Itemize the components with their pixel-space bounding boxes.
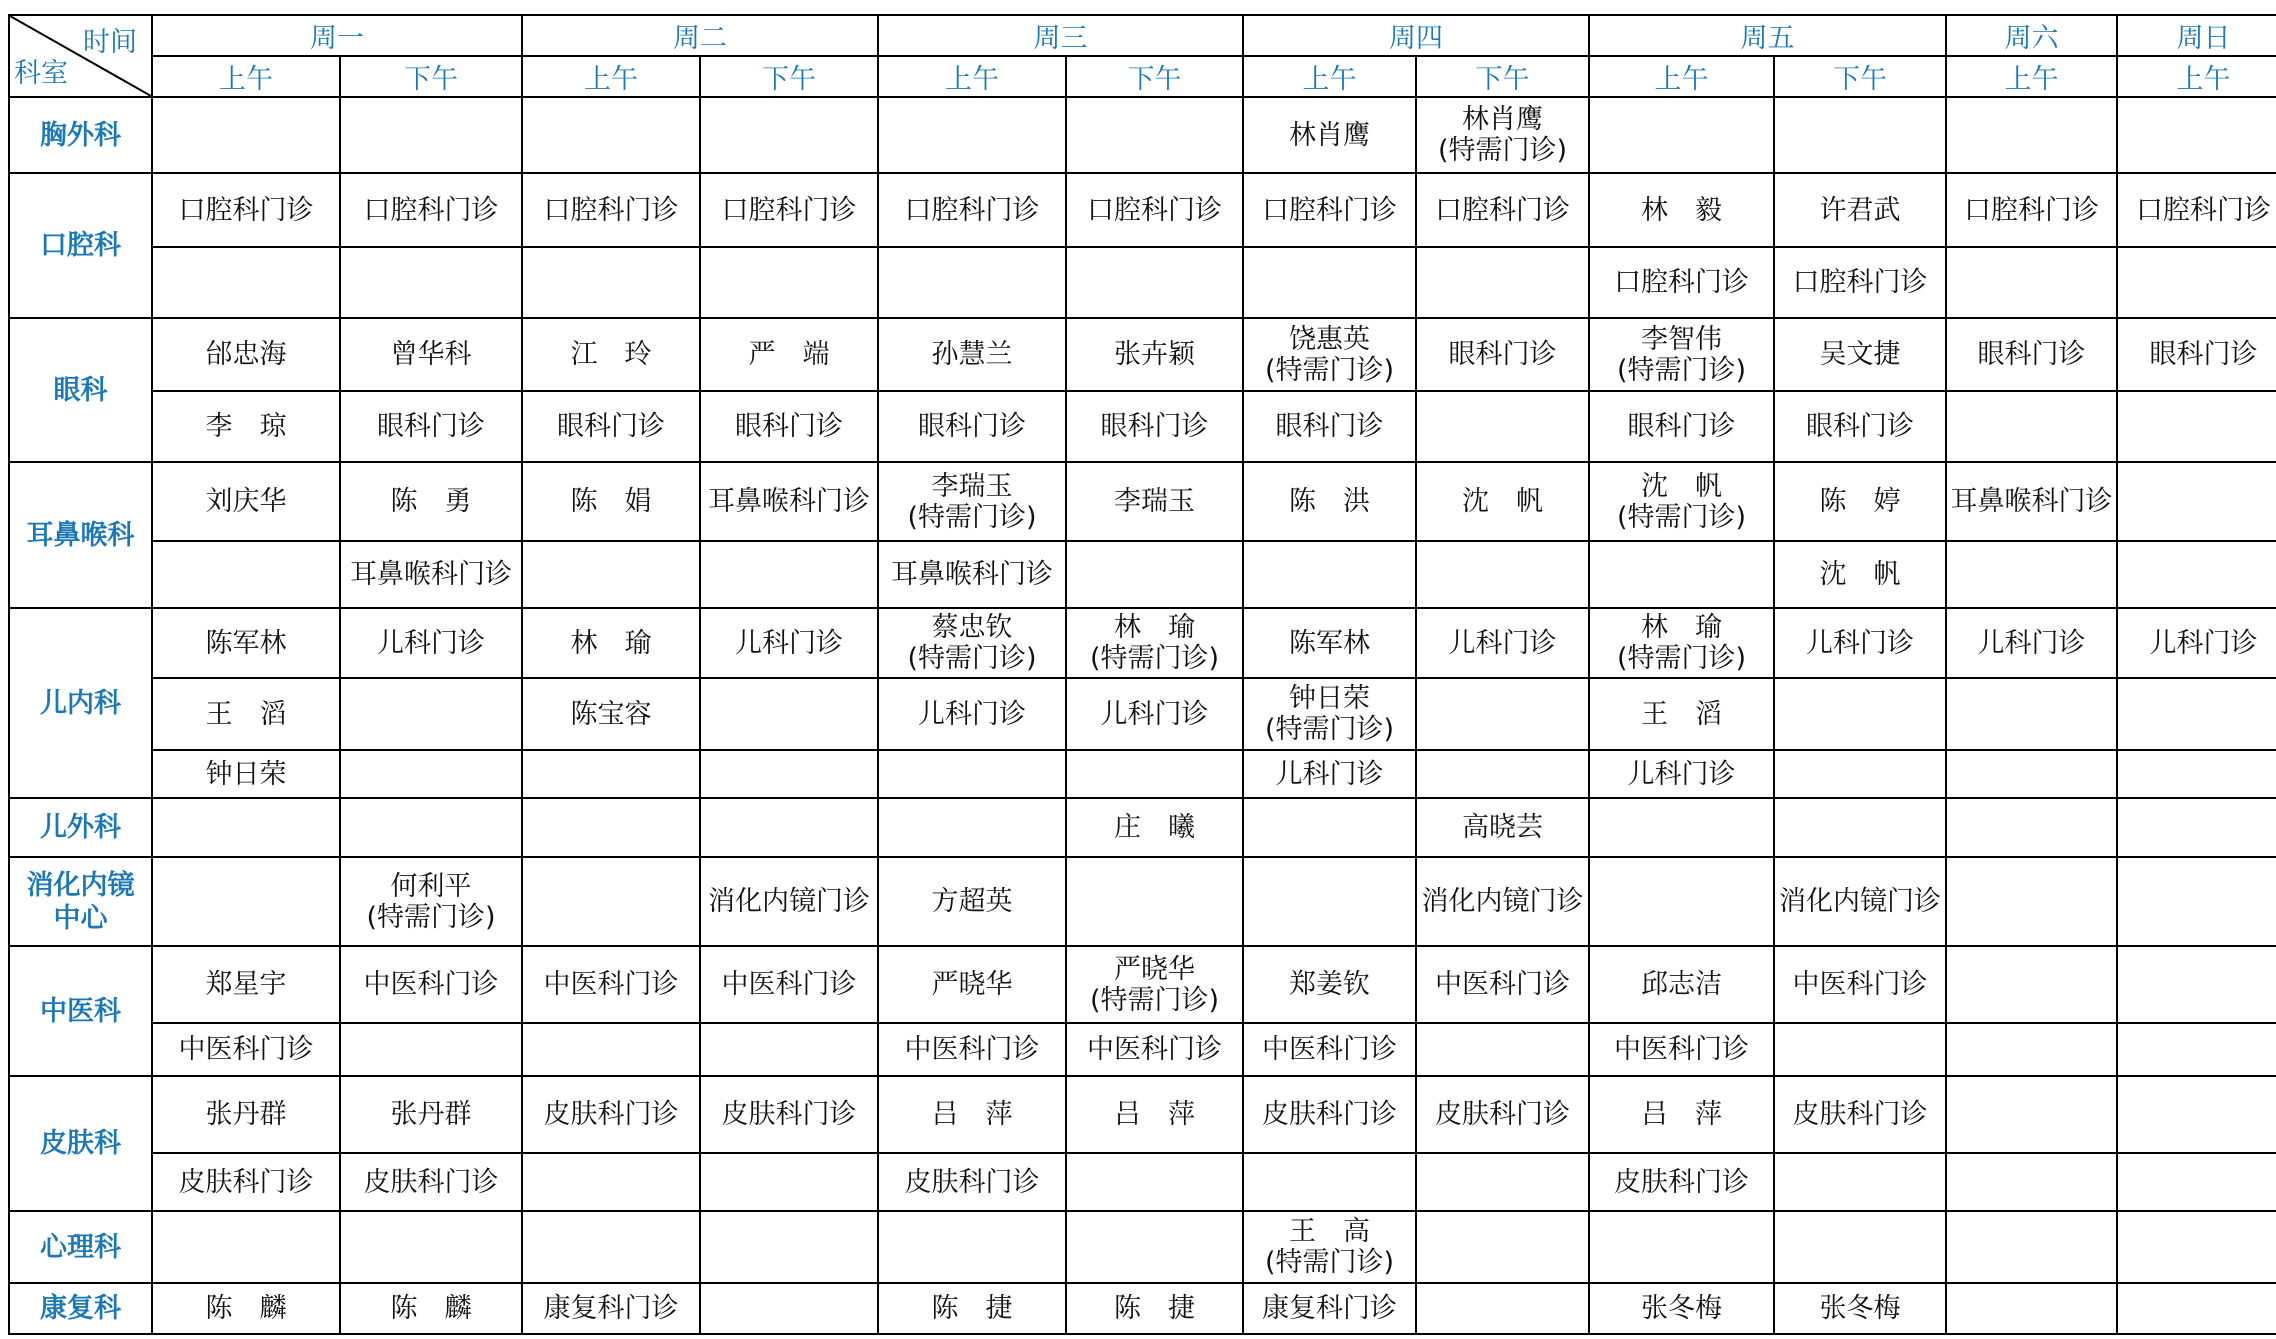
schedule-cell — [1416, 1153, 1589, 1211]
schedule-cell: 庄 曦 — [1066, 798, 1243, 857]
schedule-cell — [340, 1023, 522, 1076]
schedule-cell: 儿科门诊 — [1774, 608, 1946, 678]
schedule-cell — [1589, 541, 1774, 608]
schedule-cell — [700, 541, 878, 608]
schedule-cell — [1416, 391, 1589, 462]
table-row — [9, 173, 2276, 247]
header-row-halves — [9, 56, 2276, 97]
day-header: 周日 — [2117, 15, 2276, 56]
schedule-cell: 中医科门诊 — [1416, 946, 1589, 1023]
table-row — [9, 1211, 2276, 1283]
schedule-cell: 吕 萍 — [1589, 1076, 1774, 1153]
schedule-cell: 沈 帆 (特需门诊) — [1589, 462, 1774, 541]
schedule-cell: 口腔科门诊 — [2117, 173, 2276, 247]
schedule-cell: 林肖鹰 — [1243, 97, 1416, 173]
schedule-cell: 口腔科门诊 — [1243, 173, 1416, 247]
schedule-cell: 江 玲 — [522, 318, 700, 391]
schedule-cell: 李瑞玉 — [1066, 462, 1243, 541]
schedule-cell: 张卉颖 — [1066, 318, 1243, 391]
schedule-cell: 皮肤科门诊 — [1416, 1076, 1589, 1153]
department-name: 消化内镜 中心 — [9, 857, 152, 946]
schedule-cell: 李 琼 — [152, 391, 340, 462]
schedule-cell: 儿科门诊 — [1416, 608, 1589, 678]
schedule-cell: 口腔科门诊 — [1066, 173, 1243, 247]
schedule-cell: 陈 捷 — [1066, 1283, 1243, 1334]
schedule-cell: 眼科门诊 — [522, 391, 700, 462]
schedule-cell — [2117, 1153, 2276, 1211]
schedule-cell: 皮肤科门诊 — [152, 1153, 340, 1211]
schedule-cell: 消化内镜门诊 — [1774, 857, 1946, 946]
table-row — [9, 1283, 2276, 1334]
schedule-cell: 口腔科门诊 — [152, 173, 340, 247]
schedule-cell — [700, 97, 878, 173]
schedule-cell: 儿科门诊 — [878, 678, 1066, 750]
corner-time-label: 时间 — [83, 27, 137, 58]
table-row — [9, 462, 2276, 541]
schedule-cell: 吕 萍 — [1066, 1076, 1243, 1153]
schedule-cell — [1946, 97, 2117, 173]
schedule-cell: 口腔科门诊 — [700, 173, 878, 247]
schedule-cell: 张冬梅 — [1589, 1283, 1774, 1334]
schedule-cell: 林 瑜 (特需门诊) — [1066, 608, 1243, 678]
schedule-cell: 严晓华 — [878, 946, 1066, 1023]
schedule-cell: 沈 帆 — [1774, 541, 1946, 608]
schedule-cell — [1589, 857, 1774, 946]
schedule-cell — [1946, 1076, 2117, 1153]
schedule-cell: 钟日荣 — [152, 750, 340, 798]
schedule-cell: 儿科门诊 — [1066, 678, 1243, 750]
schedule-cell — [522, 750, 700, 798]
schedule-cell: 陈 洪 — [1243, 462, 1416, 541]
schedule-cell: 中医科门诊 — [1774, 946, 1946, 1023]
schedule-cell — [340, 97, 522, 173]
table-row — [9, 946, 2276, 1023]
department-name: 心理科 — [9, 1211, 152, 1283]
schedule-cell: 皮肤科门诊 — [700, 1076, 878, 1153]
schedule-cell — [2117, 1211, 2276, 1283]
schedule-cell — [522, 1211, 700, 1283]
half-day-header: 上午 — [522, 56, 700, 97]
schedule-cell — [340, 1211, 522, 1283]
day-header: 周五 — [1589, 15, 1946, 56]
table-row — [9, 391, 2276, 462]
table-row — [9, 1153, 2276, 1211]
schedule-cell — [878, 1211, 1066, 1283]
table-row — [9, 678, 2276, 750]
half-day-header: 上午 — [2117, 56, 2276, 97]
schedule-cell — [1946, 1153, 2117, 1211]
schedule-cell: 张丹群 — [152, 1076, 340, 1153]
schedule-cell — [1243, 857, 1416, 946]
schedule-cell: 眼科门诊 — [1589, 391, 1774, 462]
schedule-cell: 口腔科门诊 — [1416, 173, 1589, 247]
clinic-schedule-table — [8, 14, 2276, 1335]
schedule-cell: 口腔科门诊 — [522, 173, 700, 247]
schedule-cell: 眼科门诊 — [1946, 318, 2117, 391]
schedule-cell — [878, 798, 1066, 857]
schedule-cell: 眼科门诊 — [878, 391, 1066, 462]
department-name: 儿内科 — [9, 608, 152, 798]
schedule-cell: 儿科门诊 — [1243, 750, 1416, 798]
schedule-cell — [1416, 750, 1589, 798]
day-header: 周二 — [522, 15, 878, 56]
schedule-cell — [1946, 750, 2117, 798]
schedule-cell — [2117, 750, 2276, 798]
schedule-cell: 高晓芸 — [1416, 798, 1589, 857]
day-header: 周三 — [878, 15, 1243, 56]
schedule-cell: 康复科门诊 — [1243, 1283, 1416, 1334]
schedule-cell: 张冬梅 — [1774, 1283, 1946, 1334]
header-row-days — [9, 15, 2276, 56]
table-row — [9, 608, 2276, 678]
schedule-cell: 儿科门诊 — [2117, 608, 2276, 678]
schedule-cell: 消化内镜门诊 — [700, 857, 878, 946]
schedule-cell — [2117, 247, 2276, 318]
schedule-cell: 耳鼻喉科门诊 — [340, 541, 522, 608]
schedule-cell: 张丹群 — [340, 1076, 522, 1153]
schedule-cell — [1946, 946, 2117, 1023]
table-row — [9, 1076, 2276, 1153]
schedule-cell: 王 高 (特需门诊) — [1243, 1211, 1416, 1283]
half-day-header: 上午 — [1243, 56, 1416, 97]
schedule-cell — [1066, 750, 1243, 798]
schedule-cell — [1946, 1211, 2117, 1283]
table-row — [9, 798, 2276, 857]
table-row — [9, 97, 2276, 173]
department-name: 口腔科 — [9, 173, 152, 318]
schedule-cell: 眼科门诊 — [1416, 318, 1589, 391]
schedule-cell — [878, 247, 1066, 318]
half-day-header: 下午 — [1774, 56, 1946, 97]
schedule-cell: 郑星宇 — [152, 946, 340, 1023]
schedule-cell: 儿科门诊 — [340, 608, 522, 678]
schedule-cell — [1243, 798, 1416, 857]
half-day-header: 上午 — [152, 56, 340, 97]
schedule-cell: 王 滔 — [1589, 678, 1774, 750]
schedule-cell — [1066, 1153, 1243, 1211]
day-header: 周四 — [1243, 15, 1589, 56]
schedule-cell — [2117, 857, 2276, 946]
schedule-cell: 耳鼻喉科门诊 — [878, 541, 1066, 608]
department-name: 眼科 — [9, 318, 152, 462]
schedule-cell — [2117, 1023, 2276, 1076]
schedule-cell — [700, 1211, 878, 1283]
schedule-cell: 陈 勇 — [340, 462, 522, 541]
schedule-cell — [878, 97, 1066, 173]
schedule-cell: 李智伟 (特需门诊) — [1589, 318, 1774, 391]
half-day-header: 上午 — [1589, 56, 1774, 97]
schedule-cell — [878, 750, 1066, 798]
schedule-cell — [700, 1283, 878, 1334]
schedule-cell — [152, 247, 340, 318]
schedule-cell — [2117, 678, 2276, 750]
schedule-cell — [2117, 391, 2276, 462]
schedule-cell — [1416, 541, 1589, 608]
schedule-cell: 皮肤科门诊 — [1243, 1076, 1416, 1153]
schedule-cell: 刘庆华 — [152, 462, 340, 541]
schedule-cell: 邰忠海 — [152, 318, 340, 391]
half-day-header: 下午 — [700, 56, 878, 97]
schedule-cell — [152, 97, 340, 173]
schedule-cell — [1774, 750, 1946, 798]
schedule-cell: 皮肤科门诊 — [340, 1153, 522, 1211]
schedule-cell: 林 瑜 (特需门诊) — [1589, 608, 1774, 678]
schedule-cell: 蔡忠钦 (特需门诊) — [878, 608, 1066, 678]
schedule-cell: 口腔科门诊 — [1774, 247, 1946, 318]
schedule-cell — [1589, 97, 1774, 173]
schedule-cell — [2117, 462, 2276, 541]
schedule-cell — [2117, 798, 2276, 857]
schedule-cell: 眼科门诊 — [2117, 318, 2276, 391]
schedule-cell — [522, 97, 700, 173]
schedule-cell: 眼科门诊 — [1243, 391, 1416, 462]
schedule-cell: 中医科门诊 — [152, 1023, 340, 1076]
schedule-cell: 口腔科门诊 — [878, 173, 1066, 247]
half-day-header: 下午 — [1066, 56, 1243, 97]
schedule-cell — [2117, 541, 2276, 608]
schedule-cell — [1416, 1283, 1589, 1334]
schedule-cell: 许君武 — [1774, 173, 1946, 247]
schedule-cell — [522, 541, 700, 608]
schedule-cell — [1774, 798, 1946, 857]
schedule-cell: 陈 捷 — [878, 1283, 1066, 1334]
schedule-cell — [1774, 1211, 1946, 1283]
schedule-cell — [700, 678, 878, 750]
schedule-cell: 中医科门诊 — [1243, 1023, 1416, 1076]
schedule-cell — [340, 678, 522, 750]
schedule-cell — [522, 247, 700, 318]
schedule-cell — [1243, 247, 1416, 318]
schedule-cell — [1946, 857, 2117, 946]
table-row — [9, 541, 2276, 608]
schedule-cell: 钟日荣 (特需门诊) — [1243, 678, 1416, 750]
schedule-cell — [1774, 1023, 1946, 1076]
schedule-cell: 皮肤科门诊 — [1589, 1153, 1774, 1211]
schedule-cell — [1243, 541, 1416, 608]
schedule-cell — [700, 1023, 878, 1076]
schedule-cell: 林肖鹰 (特需门诊) — [1416, 97, 1589, 173]
schedule-cell: 儿科门诊 — [700, 608, 878, 678]
half-day-header: 上午 — [878, 56, 1066, 97]
schedule-cell: 皮肤科门诊 — [522, 1076, 700, 1153]
schedule-cell: 儿科门诊 — [1946, 608, 2117, 678]
schedule-cell: 邱志洁 — [1589, 946, 1774, 1023]
schedule-cell: 眼科门诊 — [700, 391, 878, 462]
schedule-cell: 眼科门诊 — [1774, 391, 1946, 462]
department-name: 胸外科 — [9, 97, 152, 173]
schedule-cell: 皮肤科门诊 — [878, 1153, 1066, 1211]
schedule-cell: 耳鼻喉科门诊 — [700, 462, 878, 541]
schedule-cell — [1066, 247, 1243, 318]
schedule-cell — [1066, 541, 1243, 608]
schedule-cell — [1416, 678, 1589, 750]
schedule-cell: 中医科门诊 — [878, 1023, 1066, 1076]
schedule-cell — [2117, 97, 2276, 173]
schedule-cell: 郑姜钦 — [1243, 946, 1416, 1023]
schedule-cell: 何利平 (特需门诊) — [340, 857, 522, 946]
schedule-cell — [1946, 247, 2117, 318]
schedule-cell: 中医科门诊 — [1066, 1023, 1243, 1076]
table-row — [9, 1023, 2276, 1076]
schedule-cell: 曾华科 — [340, 318, 522, 391]
schedule-cell: 严 端 — [700, 318, 878, 391]
schedule-cell: 口腔科门诊 — [1589, 247, 1774, 318]
schedule-cell: 眼科门诊 — [340, 391, 522, 462]
schedule-cell — [522, 1023, 700, 1076]
schedule-cell: 孙慧兰 — [878, 318, 1066, 391]
schedule-cell: 李瑞玉 (特需门诊) — [878, 462, 1066, 541]
table-row — [9, 857, 2276, 946]
schedule-cell: 陈 麟 — [152, 1283, 340, 1334]
schedule-cell: 王 滔 — [152, 678, 340, 750]
schedule-cell — [1416, 1023, 1589, 1076]
schedule-cell — [152, 1211, 340, 1283]
table-row — [9, 750, 2276, 798]
schedule-cell — [1066, 97, 1243, 173]
schedule-cell: 眼科门诊 — [1066, 391, 1243, 462]
schedule-cell — [700, 798, 878, 857]
schedule-cell: 康复科门诊 — [522, 1283, 700, 1334]
schedule-cell — [700, 750, 878, 798]
schedule-cell: 饶惠英 (特需门诊) — [1243, 318, 1416, 391]
schedule-cell: 沈 帆 — [1416, 462, 1589, 541]
department-name: 耳鼻喉科 — [9, 462, 152, 608]
schedule-cell: 口腔科门诊 — [1946, 173, 2117, 247]
schedule-cell: 口腔科门诊 — [340, 173, 522, 247]
schedule-cell: 方超英 — [878, 857, 1066, 946]
schedule-cell — [340, 247, 522, 318]
day-header: 周一 — [152, 15, 522, 56]
schedule-cell — [1946, 541, 2117, 608]
schedule-cell — [700, 1153, 878, 1211]
schedule-cell: 陈 娟 — [522, 462, 700, 541]
schedule-cell: 消化内镜门诊 — [1416, 857, 1589, 946]
schedule-cell: 中医科门诊 — [1589, 1023, 1774, 1076]
schedule-cell — [1589, 1211, 1774, 1283]
schedule-cell — [2117, 946, 2276, 1023]
half-day-header: 上午 — [1946, 56, 2117, 97]
schedule-cell — [1946, 1283, 2117, 1334]
header-corner — [9, 15, 152, 97]
schedule-cell — [522, 798, 700, 857]
schedule-cell — [1066, 1211, 1243, 1283]
schedule-cell — [1946, 798, 2117, 857]
schedule-cell: 陈 麟 — [340, 1283, 522, 1334]
schedule-cell: 中医科门诊 — [700, 946, 878, 1023]
schedule-cell: 吕 萍 — [878, 1076, 1066, 1153]
schedule-cell — [1066, 857, 1243, 946]
schedule-cell — [152, 798, 340, 857]
schedule-cell — [2117, 1283, 2276, 1334]
schedule-cell — [2117, 1076, 2276, 1153]
schedule-cell — [1416, 1211, 1589, 1283]
schedule-cell — [340, 798, 522, 857]
schedule-cell: 林 毅 — [1589, 173, 1774, 247]
schedule-cell — [1774, 678, 1946, 750]
schedule-cell: 陈 婷 — [1774, 462, 1946, 541]
schedule-cell: 陈军林 — [1243, 608, 1416, 678]
schedule-cell: 吴文捷 — [1774, 318, 1946, 391]
department-name: 儿外科 — [9, 798, 152, 857]
schedule-cell: 儿科门诊 — [1589, 750, 1774, 798]
schedule-cell — [1946, 391, 2117, 462]
schedule-cell: 严晓华 (特需门诊) — [1066, 946, 1243, 1023]
table-row — [9, 318, 2276, 391]
schedule-cell: 中医科门诊 — [340, 946, 522, 1023]
schedule-cell: 中医科门诊 — [522, 946, 700, 1023]
schedule-cell: 林 瑜 — [522, 608, 700, 678]
schedule-cell — [152, 541, 340, 608]
schedule-cell — [1243, 1153, 1416, 1211]
day-header: 周六 — [1946, 15, 2117, 56]
schedule-cell — [522, 1153, 700, 1211]
department-name: 皮肤科 — [9, 1076, 152, 1211]
half-day-header: 下午 — [340, 56, 522, 97]
department-name: 康复科 — [9, 1283, 152, 1334]
schedule-cell — [700, 247, 878, 318]
schedule-cell — [1589, 798, 1774, 857]
schedule-cell: 陈军林 — [152, 608, 340, 678]
corner-department-label: 科室 — [14, 58, 68, 89]
schedule-cell — [1946, 678, 2117, 750]
department-name: 中医科 — [9, 946, 152, 1076]
schedule-cell — [340, 750, 522, 798]
schedule-cell — [1774, 1153, 1946, 1211]
table-row — [9, 247, 2276, 318]
schedule-cell — [152, 857, 340, 946]
schedule-cell: 耳鼻喉科门诊 — [1946, 462, 2117, 541]
schedule-cell — [1416, 247, 1589, 318]
schedule-cell: 皮肤科门诊 — [1774, 1076, 1946, 1153]
half-day-header: 下午 — [1416, 56, 1589, 97]
schedule-cell: 陈宝容 — [522, 678, 700, 750]
schedule-cell — [522, 857, 700, 946]
schedule-cell — [1946, 1023, 2117, 1076]
schedule-cell — [1774, 97, 1946, 173]
